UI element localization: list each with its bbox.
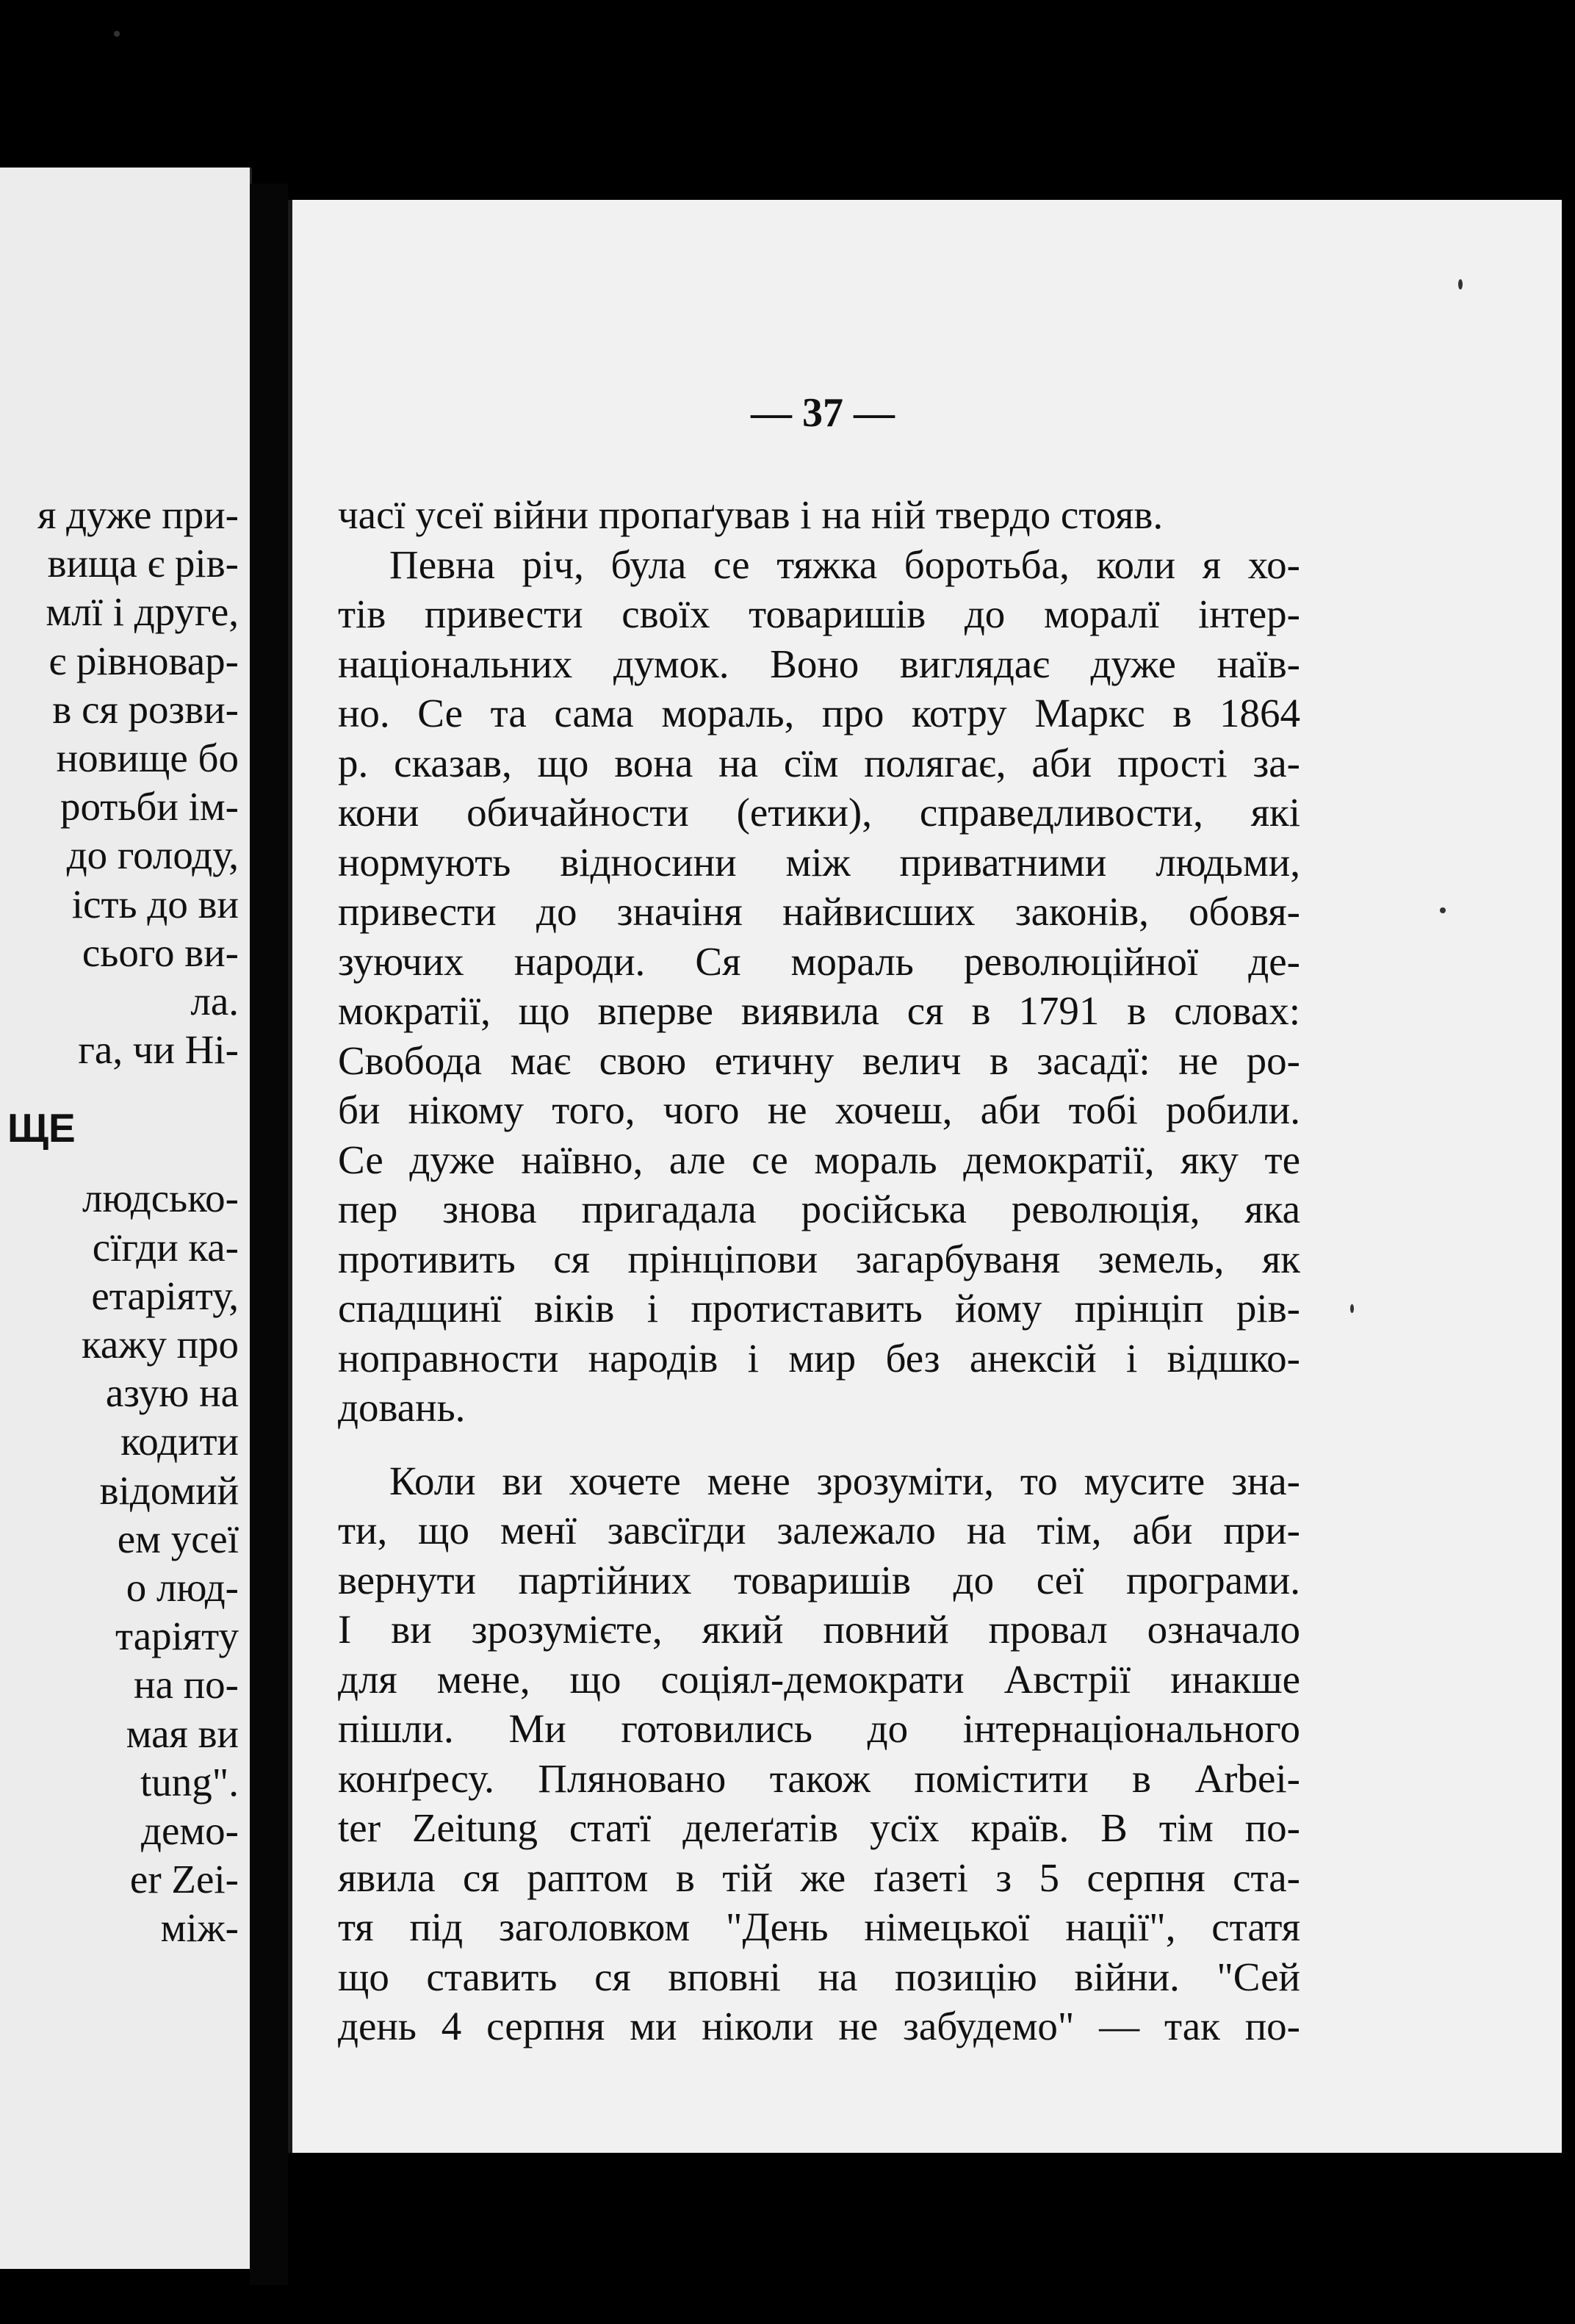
text-line: явила ся раптом в тій же ґазеті з 5 серпня ста-: [338, 1854, 1300, 1900]
text-line: тя під заголовком "День німецької нації", статя: [338, 1904, 1300, 1949]
text-line: що ставить ся вповні на позицію війни. "Сей: [338, 1954, 1300, 1999]
scan-speck: [114, 31, 120, 37]
text-line: кони обичайности (етики), справедливости, які: [338, 790, 1300, 835]
left-line: демо-: [140, 1807, 239, 1853]
left-line: новище бо: [56, 735, 239, 780]
left-line: ість до ви: [71, 881, 239, 927]
text-line: часї усеї війни пропаґував і на ній твердо стояв.: [338, 492, 1164, 537]
left-line: до голоду,: [66, 832, 239, 878]
left-line: азую на: [105, 1370, 239, 1416]
text-line: пішли. Ми готовились до інтернаціонального: [338, 1706, 1300, 1751]
left-line: на по-: [134, 1662, 239, 1708]
text-line: довань.: [338, 1385, 466, 1430]
text-line: пер знова пригадала російська революція, яка: [338, 1187, 1300, 1231]
text-line: нормують відносини між приватними людьми,: [338, 839, 1300, 885]
text-line: конґресу. Пляновано також помістити в Arbei-: [338, 1755, 1300, 1801]
left-line: таріяту: [115, 1614, 239, 1659]
left-line: кажу про: [82, 1322, 239, 1367]
left-section-heading: ЩЕ: [7, 1105, 76, 1151]
left-line: в ся розви-: [52, 686, 239, 732]
text-line: ти, що менї завсїгди залежало на тім, аби при-: [338, 1508, 1300, 1553]
left-page-text: [0, 491, 239, 1952]
scan-speck: [1440, 907, 1446, 913]
text-line: тів привести своїх товаришів до моралї інтер-: [338, 591, 1300, 636]
text-line: І ви зрозумієте, який повний провал означало: [338, 1607, 1300, 1652]
left-line: я дуже при-: [37, 492, 239, 537]
text-line: Коли ви хочете мене зрозуміти, то мусите зна-: [389, 1458, 1300, 1503]
left-page-fragment: [0, 168, 252, 2269]
left-line: мая ви: [126, 1710, 239, 1756]
left-line: є рівновар-: [48, 638, 239, 683]
left-line: людсько-: [82, 1176, 239, 1221]
left-line: га, чи Ні-: [78, 1027, 239, 1073]
left-line: вища є рів-: [47, 541, 239, 586]
scan-speck: [1350, 1304, 1354, 1313]
left-line: о люд-: [126, 1564, 239, 1610]
text-line: привести до значіня найвисших законів, обовя-: [338, 889, 1300, 934]
scan-speck: [1458, 279, 1463, 289]
left-line: ротьби ім-: [60, 784, 239, 830]
text-line: противить ся прінціпови загарбуваня земель, як: [338, 1236, 1300, 1281]
left-line: er Zei-: [129, 1857, 239, 1902]
main-body-text: [338, 490, 1300, 2051]
left-line: етаріяту,: [91, 1273, 239, 1318]
left-line: сїгди ка-: [92, 1224, 239, 1270]
text-line: Свобода має свою етичну велич в засадї: не ро-: [338, 1037, 1300, 1083]
text-line: но. Се та сама мораль, про котру Маркс в 1864: [338, 691, 1300, 735]
page-number: — 37 —: [751, 390, 895, 436]
left-line: кодити: [120, 1419, 239, 1464]
paragraph-gap: [338, 1433, 1300, 1456]
text-line: Се дуже наївно, але се мораль демократії, яку те: [338, 1137, 1300, 1182]
text-line: зуючих народи. Ся мораль революційної де-: [338, 938, 1300, 984]
left-line: між-: [160, 1905, 239, 1951]
book-gutter: [250, 184, 288, 2285]
left-line: ем усеї: [117, 1516, 239, 1561]
text-line: для мене, що соціял-демократи Австрії инакше: [338, 1656, 1300, 1702]
text-line: Певна річ, була се тяжка боротьба, коли я хо-: [389, 542, 1300, 587]
text-line: р. сказав, що вона на сїм полягає, аби прості за-: [338, 740, 1300, 785]
left-line: tung".: [140, 1759, 239, 1805]
text-line: день 4 серпня ми ніколи не забудемо" — так по-: [338, 2004, 1300, 2048]
left-line: млї і друге,: [46, 589, 239, 635]
text-line: спадщинї віків і протиставить йому прінціп рів-: [338, 1286, 1300, 1331]
text-line: вернути партійних товаришів до сеї програми.: [338, 1557, 1300, 1602]
left-line: сього ви-: [82, 929, 239, 975]
text-line: мократії, що вперве виявила ся в 1791 в словах:: [338, 988, 1300, 1033]
text-line: ноправности народів і мир без анексій і відшко-: [338, 1335, 1300, 1381]
text-line: би нікому того, чого не хочеш, аби тобі робили.: [338, 1087, 1300, 1132]
text-line: національних думок. Воно виглядає дуже наїв-: [338, 641, 1300, 686]
left-line: ла.: [190, 978, 239, 1024]
left-line: відомий: [99, 1467, 239, 1513]
text-line: ter Zeitung статї делеґатів усїх країв. В тім по-: [338, 1805, 1300, 1850]
